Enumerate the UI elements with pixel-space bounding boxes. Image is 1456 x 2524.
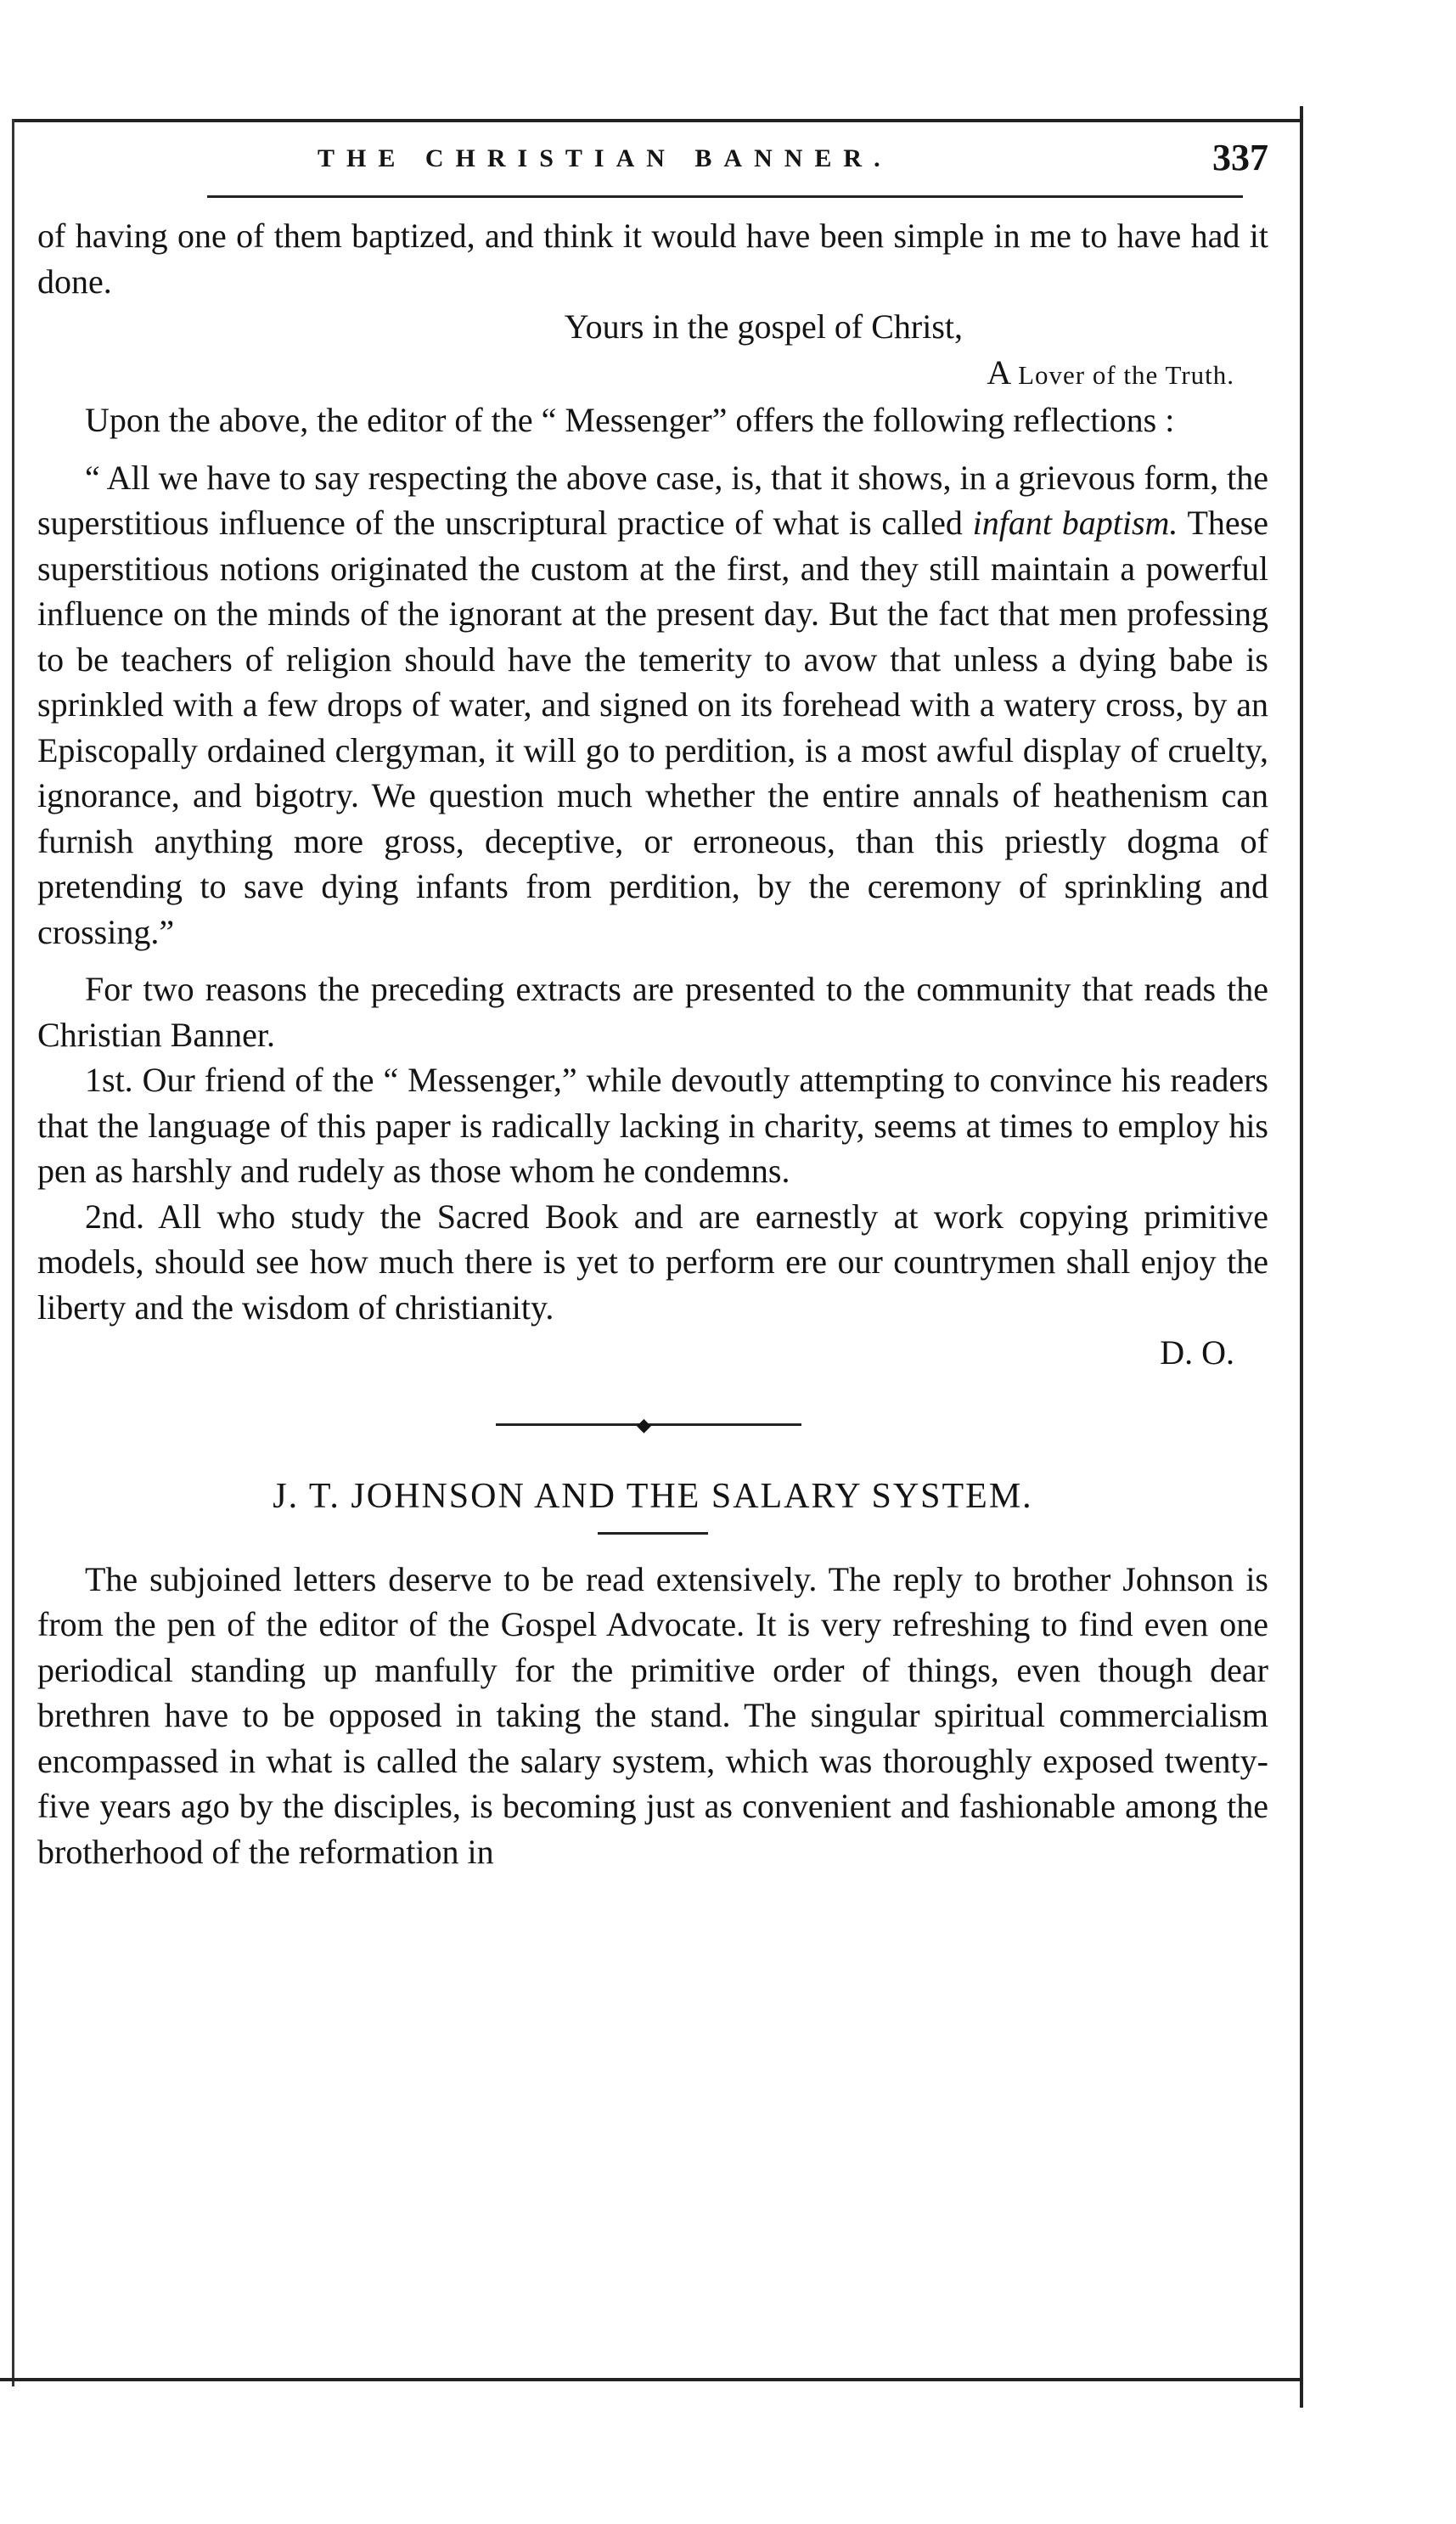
letter-closing: Yours in the gospel of Christ,	[564, 307, 963, 346]
divider-ornament: ◆	[637, 1413, 651, 1435]
quotation-emphasis: infant baptism.	[972, 504, 1178, 542]
letter-signature	[37, 350, 1268, 398]
author-initials: D. O.	[1160, 1333, 1234, 1372]
page-frame-top	[12, 119, 1302, 122]
running-head	[37, 127, 1268, 190]
page-frame-left	[12, 119, 14, 2386]
paragraph-quotation	[37, 455, 1268, 955]
quotation-end: These superstitious notions originated the custom at the first, and they still maintain a powerful influence on the minds of the ignorant at the present day. But the fact that men professing to be teachers of religion should have the temerity to avow that unless a dying babe is sprinkled with a few drops of water, and signed on its forehead with a watery cross, by an Episcopally ordained clergyman, it will go to perdition, is a most awful display of cruelty, ignorance, and bigotry. We question much whether the entire annals of heathenism can furnish anything more gross, deceptive, or erroneous, than this priestly dogma of pretending to save dying infants from perdition, by the ceremony of sprinkling and crossing.”	[37, 504, 1268, 951]
article-body	[37, 1557, 1268, 1875]
page-frame-right	[1300, 106, 1303, 2408]
paragraph-second-reason: 2nd. All who study the Sacred Book and are earnestly at work copying primitive models, should see how much there is yet to perform ere our countrymen shall enjoy the liberty and the wisdom of christianity.	[37, 1197, 1268, 1327]
title-rule	[598, 1532, 708, 1535]
signature-name: Lover of the Truth.	[1018, 359, 1234, 390]
article-paragraph: The subjoined letters deserve to be read extensively. The reply to brother Johnson is from the pen of the editor of the Gospel Advocate. It is very refreshing to find even one periodical standing up manfully for the primitive order of things, even though dear brethren have to be opposed in taking the stand. The singular spiritual commercialism encompassed in what is called the salary system, which was thoroughly exposed twenty-five years ago by the disciples, is becoming just as convenient and fashionable among the brotherhood of the reformation in	[37, 1559, 1268, 1871]
header-rule	[207, 195, 1243, 198]
section-divider	[37, 1405, 1268, 1442]
paragraph-continuation: of having one of them baptized, and think it would have been simple in me to have had it done.	[37, 217, 1268, 301]
page-number: 337	[1212, 137, 1268, 178]
signature-article: A	[987, 352, 1019, 392]
body-text	[37, 213, 1268, 1376]
quotation-start: “ All we have to say respecting the above case, is, that it shows, in a grievous form, the superstitious influence of the unscriptural practice of what is called	[37, 458, 1268, 542]
article-title: J. T. JOHNSON AND THE SALARY SYSTEM.	[273, 1476, 1033, 1516]
paragraph-first-reason: 1st. Our friend of the “ Messenger,” while devoutly attempting to convince his readers that the language of this paper is radically lacking in charity, seems at times to employ his pen as harshly and rudely as those whom he condemns.	[37, 1061, 1268, 1190]
paragraph-reasons: For two reasons the preceding extracts are presented to the community that reads the Christian Banner.	[37, 970, 1268, 1054]
paragraph-editor-intro: Upon the above, the editor of the “ Messenger” offers the following reflections :	[85, 401, 1175, 439]
document-page	[37, 127, 1268, 1874]
page-frame-bottom	[0, 2378, 1303, 2381]
running-title: THE CHRISTIAN BANNER.	[318, 144, 892, 172]
